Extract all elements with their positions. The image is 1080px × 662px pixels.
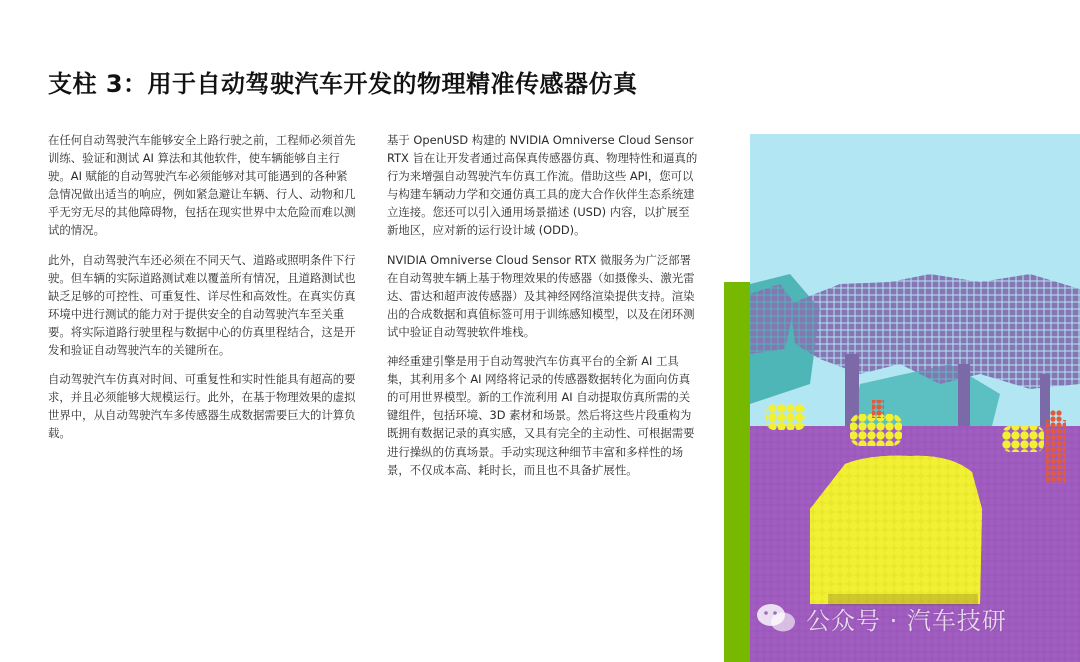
paragraph: 自动驾驶汽车仿真对时间、可重复性和实时性能具有超高的要求，并且必须能够大规模运行。此外，在基于物理效果的虚拟世界中，从自动驾驶汽车多传感器生成数据需要巨大的计算负载。 — [48, 372, 356, 441]
paragraph: 此外，自动驾驶汽车还必须在不同天气、道路或照明条件下行驶。但车辆的实际道路测试难以覆盖所有情况，且道路测试也缺乏足够的可控性、可重复性、详尽性和高效性。在真实仿真环境中进行测试的能力对于提供安全的自动驾驶汽车至关重要。将实际道路行驶里程与数据中心的仿真里程结合，这是开发和验证自动驾驶汽车的关键所在。 — [48, 252, 356, 358]
sensor-simulation-image — [750, 134, 1080, 662]
right-text-column — [387, 131, 699, 490]
watermark — [756, 598, 1007, 638]
accent-bar — [724, 282, 750, 662]
wechat-icon — [756, 601, 796, 635]
left-text-column — [48, 131, 358, 454]
paragraph: NVIDIA Omniverse Cloud Sensor RTX 微服务为广泛部署在自动驾驶车辆上基于物理效果的传感器（如摄像头、激光雷达、雷达和超声波传感器）及其神经网络渲染提供支持。渲染出的合成数据和真值标签可用于训练感知模型，以及在闭环测试中验证自动驾驶软件堆栈。 — [387, 252, 695, 339]
paragraph: 神经重建引擎是用于自动驾驶汽车仿真平台的全新 AI 工具集，其利用多个 AI 网络将记录的传感器数据转化为面向仿真的可用世界模型。新的工作流利用 AI 自动提取仿真所需的关键组件，包括环境、3D 素材和场景。然后将这些片段重构为既拥有数据记录的真实感，又具有完全的主动性、可根据需要进行操纵的仿真场景。手动实现这种细节丰富和多样性的场景，不仅成本高、耗时长，而且也不具备扩展性。 — [387, 354, 695, 477]
watermark-text: 公众号 · 汽车技研 — [806, 606, 1007, 635]
page-title: 支柱 3：用于自动驾驶汽车开发的物理精准传感器仿真 — [48, 70, 638, 98]
paragraph: 在任何自动驾驶汽车能够安全上路行驶之前，工程师必须首先训练、验证和测试 AI 算法和其他软件，使车辆能够自主行驶。AI 赋能的自动驾驶汽车必须能够对其可能遇到的各种紧急情况做出适当的响应，例如紧急避让车辆、行人、动物和几乎无穷无尽的其他障碍物，包括在现实世界中太危险而难以测试的情况。 — [48, 133, 356, 238]
paragraph: 基于 OpenUSD 构建的 NVIDIA Omniverse Cloud Sensor RTX 旨在让开发者通过高保真传感器仿真、物理特性和逼真的行为来增强自动驾驶汽车仿真工作流。借助这些 API，您可以与构建车辆动力学和交通仿真工具的庞大合作伙伴生态系统建立连接。您还可以引入通用场景描述 (USD) 内容，以扩展至新地区，应对新的运行设计域 (ODD)。 — [387, 133, 698, 238]
